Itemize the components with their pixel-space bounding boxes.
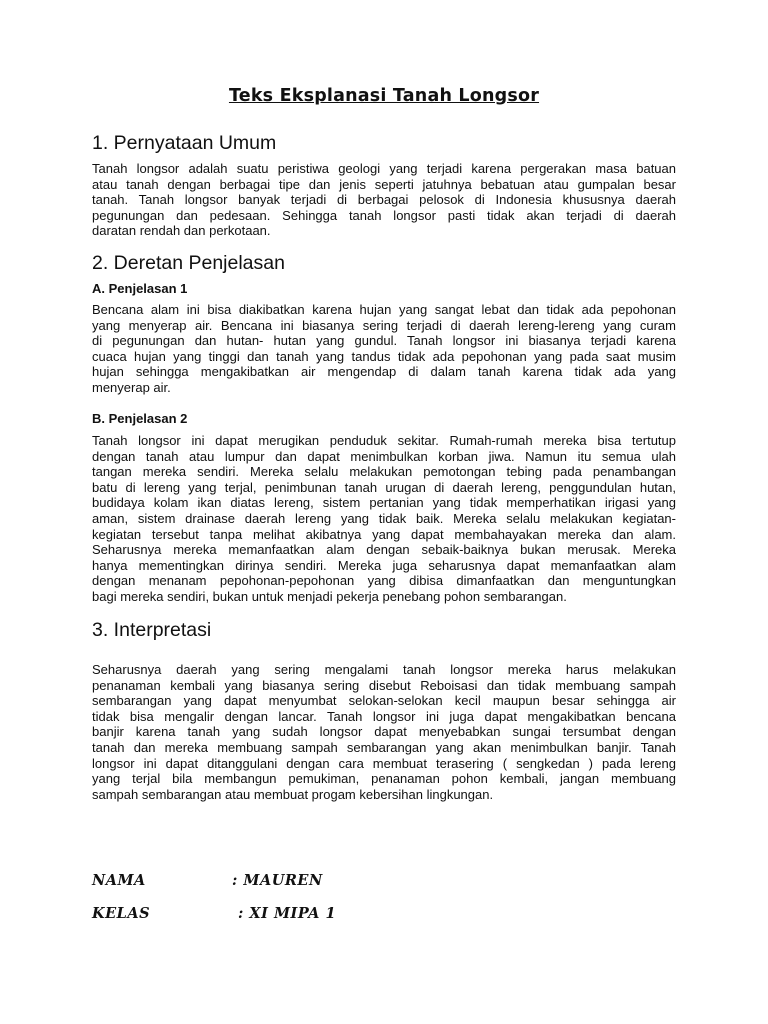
- text-line: tanah dan mereka membuang sampah sembarangan yang akan menimbulkan banjir. Tanah: [92, 739, 676, 755]
- name-value: : MAUREN: [232, 872, 323, 889]
- text-line: banjir karena tanah yang sudah longsor dapat menyebabkan sungai tersumbat dengan: [92, 724, 676, 740]
- text-line: cuaca hujan yang tinggi dan tanah yang tandus tidak ada pepohonan yang pada saat musim: [92, 348, 676, 364]
- text-line: tidak bisa mengalir dengan lancar. Tanah longsor ini juga dapat mengakibatkan bencana: [92, 708, 676, 724]
- text-line: penanaman kembali yang biasanya sering disebut Reboisasi dan tidak membuang sampah: [92, 677, 676, 693]
- paragraph-penjelasan-1: [92, 302, 676, 396]
- class-label: KELAS: [92, 905, 151, 922]
- class-value: : XI MIPA 1: [238, 905, 337, 922]
- text-line: pegunungan dan pedesaan. Sehingga tanah longsor pasti tidak akan terjadi di daerah: [92, 207, 676, 223]
- text-line: yang terjal bila membangun pemukiman, penanaman pohon kembali, jangan membuang: [92, 771, 676, 787]
- text-line: longsor ini dapat ditanggulani dengan cara membuat terasering ( sengkedan ) pada lereng: [92, 755, 676, 771]
- text-line: dengan menanam pepohonan-pepohonan yang dibisa dimanfaatkan dan menguntungkan: [92, 573, 676, 589]
- text-line: batu di lereng yang terjal, penimbunan tanah urugan di daerah lereng, penggundulan hutan,: [92, 479, 676, 495]
- text-line: Bencana alam ini bisa diakibatkan karena hujan yang sangat lebat dan tidak ada pepohonan: [92, 302, 676, 317]
- document-title: Teks Eksplanasi Tanah Longsor: [228, 86, 540, 106]
- subsection-label-penjelasan-2: B. Penjelasan 2: [92, 411, 188, 426]
- paragraph-interpretasi: [92, 662, 676, 802]
- text-line: Tanah longsor adalah suatu peristiwa geologi yang terjadi karena pergerakan masa batuan: [92, 161, 676, 176]
- text-line: bagi mereka sendiri, bukan untuk menjadi pekerja penebang pohon sembarangan.: [92, 588, 567, 604]
- text-line: dengan tanah atau lumpur dan dapat menimbulkan korban jiwa. Namun itu semua ulah: [92, 448, 676, 464]
- text-line: aman, sistem drainase daerah lereng yang tidak baik. Mereka selalu melakukan kegiatan-: [92, 510, 676, 526]
- text-line: di pegunungan dan hutan- hutan yang gundul. Tanah longsor ini biasanya terjadi karena: [92, 333, 676, 349]
- text-line: Seharusnya daerah yang sering mengalami tanah longsor mereka harus melakukan: [92, 662, 676, 677]
- text-line: sembarangan yang dapat menyumbat selokan-selokan kecil maupun besar sehingga air: [92, 693, 676, 709]
- text-line: Tanah longsor ini dapat merugikan penduduk sekitar. Rumah-rumah mereka bisa tertutup: [92, 433, 676, 448]
- text-line: yang menyerap air. Bencana ini biasanya sering terjadi di daerah lereng-lereng yang curam: [92, 317, 676, 333]
- text-line: atau tanah dengan berbagai tipe dan jenis seperti jatuhnya bebatuan atau gumpalan besar: [92, 176, 676, 192]
- text-line: tanah. Tanah longsor banyak terjadi di berbagai pelosok di Indonesia khususnya daerah: [92, 192, 676, 208]
- text-line: Seharusnya mereka memanfaatkan alam dengan sebaik-baiknya bukan merusak. Mereka: [92, 542, 676, 558]
- section-heading-deretan-penjelasan: 2. Deretan Penjelasan: [92, 252, 285, 274]
- text-line: hanya mementingkan dirinya sendiri. Mereka juga seharusnya dapat memanfaatkan alam: [92, 557, 676, 573]
- section-heading-pernyataan-umum: 1. Pernyataan Umum: [92, 132, 277, 154]
- text-line: budidaya kolam ikan diatas lereng, sistem pertanian yang tidak memperhatikan irigasi yang: [92, 495, 676, 511]
- text-line: sampah sembarangan atau membuat progam kebersihan lingkungan.: [92, 786, 494, 802]
- paragraph-pernyataan-umum: [92, 161, 676, 239]
- text-line: kegiatan tersebut tanpa melihat akibatnya yang dapat membahayakan mereka dan alam.: [92, 526, 676, 542]
- subsection-label-penjelasan-1: A. Penjelasan 1: [92, 281, 188, 296]
- text-line: hujan sehingga mengakibatkan air mengendap di dalam tanah karena tidak ada yang: [92, 364, 676, 380]
- name-label: NAMA: [92, 872, 146, 889]
- section-heading-interpretasi: 3. Interpretasi: [92, 619, 212, 641]
- text-line: tangan mereka sendiri. Mereka selalu melakukan pemotongan tebing pada penambangan: [92, 464, 676, 480]
- text-line: menyerap air.: [92, 379, 171, 395]
- text-line: daratan rendah dan perkotaan.: [92, 223, 271, 239]
- paragraph-penjelasan-2: [92, 433, 676, 605]
